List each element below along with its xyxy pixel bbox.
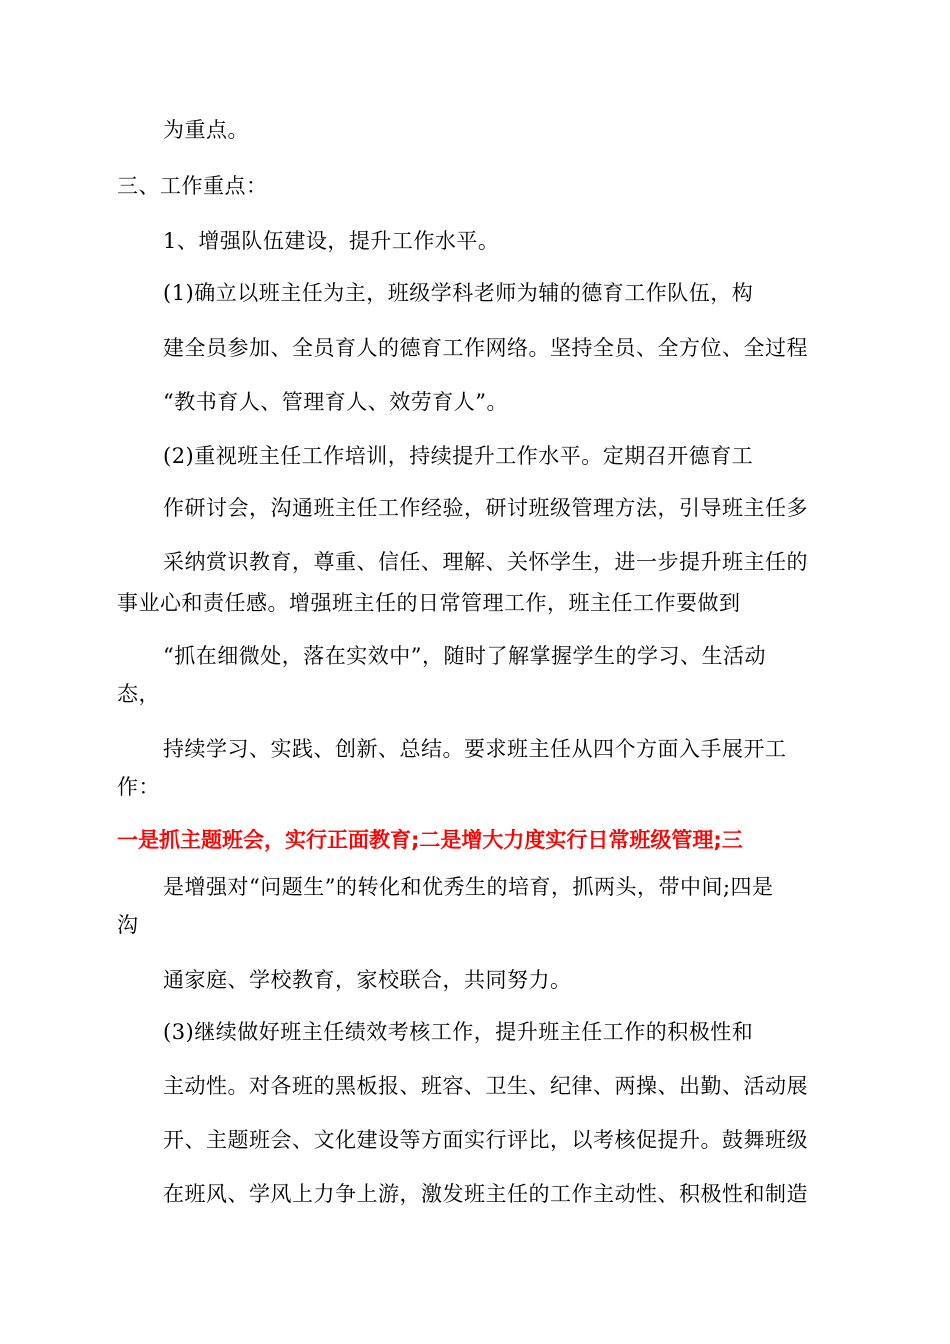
text-line-20: 主动性。对各班的黑板报、班容、卫生、纪律、两操、出勤、活动展: [163, 1074, 808, 1098]
subsection-heading: 1、增强队伍建设，提升工作水平。: [163, 229, 500, 253]
text-line-22: 在班风、学风上力争上游，激发班主任的工作主动性、积极性和制造: [163, 1182, 808, 1206]
text-line-14: 作：: [117, 775, 160, 799]
text-line-16: 是增强对“问题生”的转化和优秀生的培育，抓两头，带中间;四是: [163, 875, 774, 899]
text-line-11: “抓在细微处，落在实效中”，随时了解掌握学生的学习、生活动: [163, 644, 766, 668]
text-line-17: 沟: [117, 913, 139, 937]
text-line-4: (1)确立以班主任为主，班级学科老师为辅的德育工作队伍，构: [163, 281, 754, 305]
text-line-18: 通家庭、学校教育，家校联合，共同努力。: [163, 968, 572, 992]
text-line-1: 为重点。: [163, 118, 249, 142]
text-line-8: 作研讨会，沟通班主任工作经验，研讨班级管理方法，引导班主任多: [163, 496, 808, 520]
text-line-5: 建全员参加、全员育人的德育工作网络。坚持全员、全方位、全过程: [163, 336, 808, 360]
text-line-6: “教书育人、管理育人、效劳育人”。: [163, 390, 508, 414]
text-line-12: 态，: [117, 682, 160, 706]
text-line-10: 事业心和责任感。增强班主任的日常管理工作，班主任工作要做到: [117, 591, 741, 615]
highlighted-text-line: 一是抓主题班会，实行正面教育;二是增大力度实行日常班级管理;三: [117, 828, 743, 852]
text-line-19: (3)继续做好班主任绩效考核工作，提升班主任工作的积极性和: [163, 1020, 754, 1044]
section-heading: 三、工作重点：: [117, 174, 268, 198]
text-line-7: (2)重视班主任工作培训，持续提升工作水平。定期召开德育工: [163, 444, 754, 468]
text-line-21: 开、主题班会、文化建设等方面实行评比，以考核促提升。鼓舞班级: [163, 1128, 808, 1152]
text-line-9: 采纳赏识教育，尊重、信任、理解、关怀学生，进一步提升班主任的: [163, 550, 808, 574]
text-line-13: 持续学习、实践、创新、总结。要求班主任从四个方面入手展开工: [163, 737, 787, 761]
